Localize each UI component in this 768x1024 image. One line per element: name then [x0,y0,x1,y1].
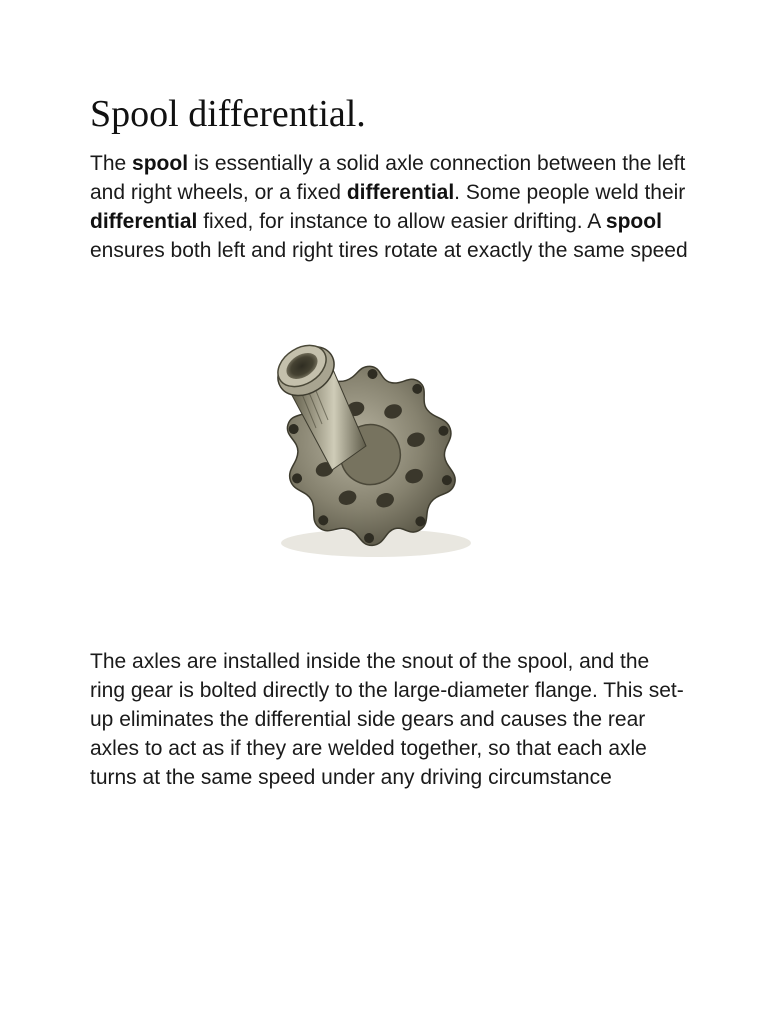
spool-differential-image [246,328,492,574]
bold-term: differential [346,181,455,204]
text-span: . Some people weld their [454,181,686,204]
intro-paragraph [90,149,690,265]
bold-term: differential [90,210,198,233]
text-span: is essentially a solid axle connection between the left and right wheels, or a fixed [90,152,686,204]
spool-illustration [246,328,492,574]
text-span: The [90,152,133,175]
text-span: ensures both left and right tires rotate at exactly the same speed [90,239,688,262]
page-title: Spool differential. [90,93,366,135]
text-span: fixed, for instance to allow easier drifting. A [197,210,606,233]
detail-paragraph: The axles are installed inside the snout of the spool, and the ring gear is bolted directly to the large-diameter flange. This set-up eliminates the differential side gears and causes the rear axles to act as if they are welded together, so that each axle turns at the same speed under any driving circumstance [90,650,684,789]
bold-term: spool [132,152,189,175]
bold-term: spool [605,210,662,233]
